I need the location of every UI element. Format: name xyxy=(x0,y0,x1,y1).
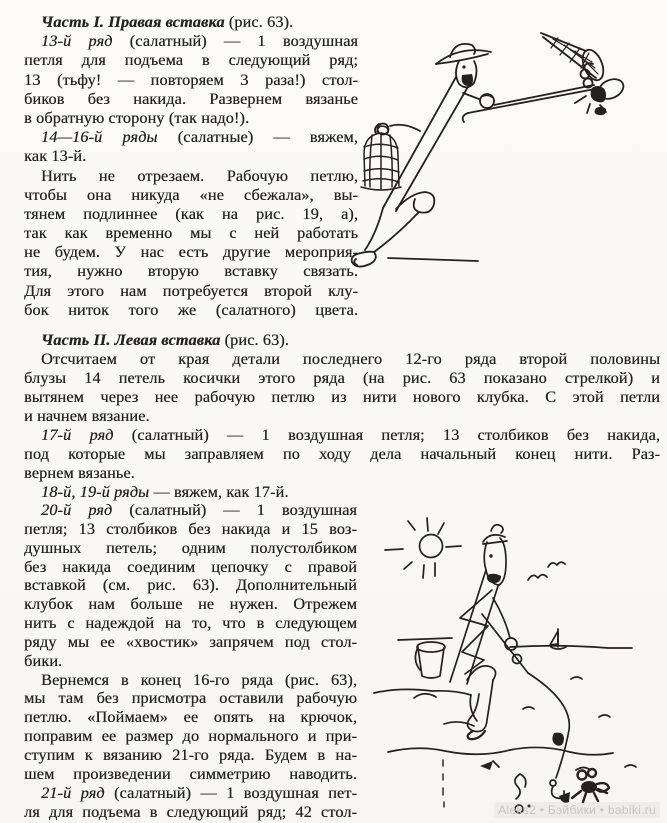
text-line: ля для подъема в следующий ряд; 42 стол- xyxy=(24,801,357,821)
row-label: Часть I. Правая вставка xyxy=(41,12,225,31)
row-label: 20-й ряд xyxy=(41,500,113,519)
fisherman xyxy=(450,525,522,684)
text-line: блузы 14 петель косички этого ряда (на рис. 63 показано стрелкой) и xyxy=(24,368,660,387)
text-line: Отсчитаем от края детали последнего 12-го ряда второй половины xyxy=(41,349,660,368)
text-line: ряду мы ее «хвостик» запрячем под стол- xyxy=(24,631,357,651)
cliff-rocks xyxy=(374,689,477,726)
text-line: 20-й ряд (салатный) — 1 воздушная xyxy=(41,500,357,519)
text-line: мы там без присмотра оставили рабочую xyxy=(24,688,357,708)
sun-icon xyxy=(385,518,461,578)
leg-and-boot xyxy=(467,666,496,739)
text-line: Нить не отрезаем. Рабочую петлю, xyxy=(41,165,358,185)
text-line: Часть I. Правая вставка (рис. 63). xyxy=(41,12,294,31)
text-line: душных петель; одним полустолбиком xyxy=(24,537,357,557)
text-line: клубок нам больше не нужен. Отрежем xyxy=(24,594,357,614)
text-line: 18-й, 19-й ряды — вяжем, как 17-й. xyxy=(41,482,289,501)
waves xyxy=(388,677,636,807)
text-line: петля для подъема в следующий ряд; xyxy=(24,50,358,70)
text-line: вытянем через нее рабочую петлю из нити нового клубка. С этой петли xyxy=(24,387,660,406)
text-line: в обратную сторону (так надо!). xyxy=(24,107,250,127)
text-line: вставкой (см. рис. 63). Дополнительный xyxy=(24,575,357,595)
text-line: ступим к вязанию 21-го ряда. Будем в на- xyxy=(24,744,357,764)
face xyxy=(456,61,477,87)
row-label: 13-й ряд xyxy=(41,31,113,51)
text-line: 21-й ряд (салатный) — 1 воздушная пет- xyxy=(41,782,357,802)
text-line: нить с надеждой на то, что в следующем xyxy=(24,613,357,633)
birdcage xyxy=(361,126,401,190)
text-line: петля; 13 столбиков без накида и 15 воз- xyxy=(24,518,357,538)
crab xyxy=(572,769,609,802)
text-line: и начнем вязание. xyxy=(24,406,150,425)
text-line: петлю. «Поймаем» ее опять на крючок, xyxy=(24,707,357,727)
text-line: Часть II. Левая вставка (рис. 63). xyxy=(41,330,289,349)
illustration-fishing-scene xyxy=(340,490,667,823)
row-label: 14—16-й ряды xyxy=(41,127,158,147)
fly-insect xyxy=(575,63,627,115)
paragraph-block-part1 xyxy=(24,12,358,319)
text-line: биков без накида. Развернем вязанье xyxy=(24,88,358,108)
paragraph-block-part2 xyxy=(24,330,660,501)
seagull-icons xyxy=(528,562,565,580)
text-line: тия, нужно вторую вставку связать. xyxy=(24,261,358,281)
watermark: Aleks2 • Бэйбики • babiki.ru xyxy=(494,802,660,818)
text-line: 13-й ряд (салатный) — 1 воздушная xyxy=(41,31,359,51)
arm-and-hand xyxy=(463,93,494,108)
text-line: поправим ее размер до нормального и при- xyxy=(24,726,357,746)
text-line: Вернемся в конец 16-го ряда (рис. 63), xyxy=(41,669,357,689)
text-line: без накида соединим цепочку с правой xyxy=(24,556,357,576)
illustration-butterfly-net-scene xyxy=(348,4,667,314)
paragraph-block-part3 xyxy=(24,501,357,821)
row-label: 18-й, 19-й ряды xyxy=(41,482,150,501)
row-label: 21-й ряд xyxy=(41,782,105,802)
text-line: 17-й ряд (салатный) — 1 воздушная петля; 13 столбиков без накида, xyxy=(41,425,660,444)
text-line: не будем. У нас есть другие мероприя- xyxy=(24,242,358,262)
text-line: тянем подлиннее (как на рис. 19, а), xyxy=(24,203,358,223)
text-line: как 13-й. xyxy=(24,146,87,166)
text-line: вернем вязанье. xyxy=(24,463,135,482)
text-line: 13 (тьфу! — повторяем 3 раза!) стол- xyxy=(24,69,358,89)
text-line: 14—16-й ряды (салатные) — вяжем, xyxy=(41,127,358,147)
butterfly-net xyxy=(541,33,607,83)
text-line: чтобы она никуда «не сбежала», вы- xyxy=(24,184,358,204)
text-line: шем произведении симметрию наводить. xyxy=(24,763,357,783)
text-line: бок ниток того же (салатного) цвета. xyxy=(24,299,358,319)
bucket xyxy=(415,642,445,678)
text-line: так как временно мы с ней работать xyxy=(24,223,358,243)
text-line: Для этого нам потребуется второй клу- xyxy=(24,280,358,300)
hat-icon xyxy=(436,44,491,64)
row-label: 17-й ряд xyxy=(41,425,114,444)
text-line: бики. xyxy=(24,650,63,670)
row-label: Часть II. Левая вставка xyxy=(41,330,221,349)
ground-line xyxy=(388,258,478,261)
text-line: под которые мы заправляем по ходу дела начальный конец нити. Раз- xyxy=(24,444,660,463)
legs-and-shoe xyxy=(352,192,435,267)
